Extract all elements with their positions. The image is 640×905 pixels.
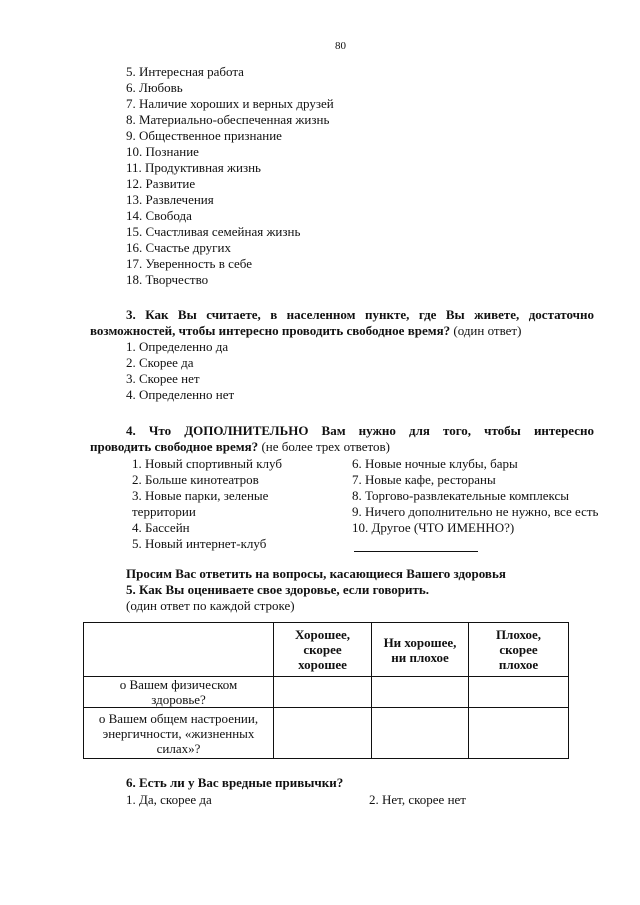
question-title: 4. Что ДОПОЛНИТЕЛЬНО Вам нужно для того, чтобы интересно: [126, 423, 594, 438]
answer-option[interactable]: 3. Скорее нет: [126, 371, 200, 386]
list-item: 11. Продуктивная жизнь: [126, 160, 261, 175]
list-item: 17. Уверенность в себе: [126, 256, 253, 271]
list-item: 6. Любовь: [126, 80, 183, 95]
answer-option[interactable]: 3. Новые парки, зеленые: [132, 488, 269, 503]
answer-option[interactable]: 2. Нет, скорее нет: [369, 792, 466, 807]
row-label: о Вашем общем настроении, энергичности, «жизненных силах»?: [84, 708, 274, 759]
answer-option[interactable]: 5. Новый интернет-клуб: [132, 536, 267, 551]
list-item: 12. Развитие: [126, 176, 196, 191]
list-item: 13. Развлечения: [126, 192, 214, 207]
page-number: 80: [335, 40, 346, 52]
answer-cell[interactable]: [274, 677, 372, 708]
answer-option[interactable]: 8. Торгово-развлекательные комплексы: [352, 488, 569, 503]
question-title: 3. Как Вы считаете, в населенном пункте, где Вы живете, достаточно: [126, 307, 594, 322]
list-item: 15. Счастливая семейная жизнь: [126, 224, 301, 239]
answer-option[interactable]: 1. Да, скорее да: [126, 792, 212, 807]
answer-option[interactable]: 1. Новый спортивный клуб: [132, 456, 282, 471]
question-title-line2: [90, 439, 390, 455]
answer-note: (не более трех ответов): [261, 439, 390, 454]
table-corner-cell: [84, 623, 274, 677]
answer-option[interactable]: 2. Скорее да: [126, 355, 194, 370]
answer-option[interactable]: 2. Больше кинотеатров: [132, 472, 259, 487]
list-item: 14. Свобода: [126, 208, 192, 223]
answer-note: (один ответ): [453, 323, 522, 338]
answer-option[interactable]: 4. Бассейн: [132, 520, 190, 535]
answer-cell[interactable]: [372, 708, 469, 759]
health-rating-table: [83, 622, 569, 759]
section-intro: Просим Вас ответить на вопросы, касающиеся Вашего здоровья: [126, 566, 506, 581]
question-title: 5. Как Вы оцениваете свое здоровье, если говорить.: [126, 582, 430, 597]
question-text: возможностей, чтобы интересно проводить свободное время?: [90, 323, 451, 338]
question-title: 6. Есть ли у Вас вредные привычки?: [126, 775, 344, 790]
answer-option[interactable]: 7. Новые кафе, рестораны: [352, 472, 496, 487]
answer-option[interactable]: 10. Другое (ЧТО ИМЕННО?): [352, 520, 515, 535]
column-header: Хорошее, скорее хорошее: [274, 623, 372, 677]
column-header: Ни хорошее, ни плохое: [372, 623, 469, 677]
answer-cell[interactable]: [469, 677, 569, 708]
list-item: 7. Наличие хороших и верных друзей: [126, 96, 334, 111]
list-item: 8. Материально-обеспеченная жизнь: [126, 112, 330, 127]
other-answer-blank[interactable]: [354, 551, 478, 552]
answer-option[interactable]: 1. Определенно да: [126, 339, 229, 354]
answer-cell[interactable]: [274, 708, 372, 759]
answer-option[interactable]: 9. Ничего дополнительно не нужно, все есть: [352, 504, 599, 519]
answer-option[interactable]: 6. Новые ночные клубы, бары: [352, 456, 518, 471]
answer-option[interactable]: 4. Определенно нет: [126, 387, 235, 402]
list-item: 16. Счастье других: [126, 240, 231, 255]
table-row: [84, 677, 569, 708]
question-title-line2: [90, 323, 521, 339]
answer-cell[interactable]: [469, 708, 569, 759]
list-item: 5. Интересная работа: [126, 64, 244, 79]
table-row: [84, 708, 569, 759]
row-label: о Вашем физическом здоровье?: [84, 677, 274, 708]
list-item: 10. Познание: [126, 144, 199, 159]
answer-cell[interactable]: [372, 677, 469, 708]
list-item: 18. Творчество: [126, 272, 209, 287]
answer-option-continuation: территории: [132, 504, 196, 519]
column-header: Плохое, скорее плохое: [469, 623, 569, 677]
list-item: 9. Общественное признание: [126, 128, 282, 143]
answer-note: (один ответ по каждой строке): [126, 598, 295, 613]
question-text: проводить свободное время?: [90, 439, 259, 454]
